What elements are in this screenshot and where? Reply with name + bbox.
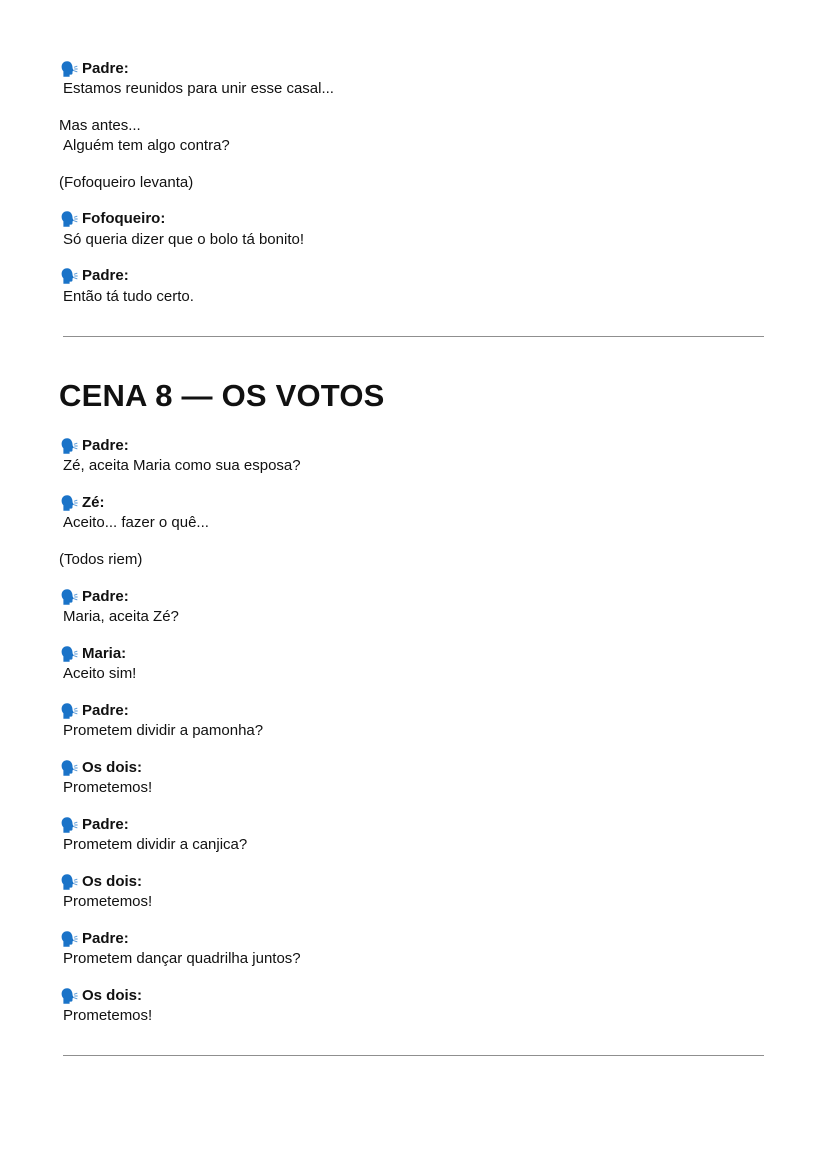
dialogue-line: Prometemos! [63, 779, 153, 796]
horizontal-rule [63, 1055, 764, 1056]
horizontal-rule [63, 336, 764, 337]
dialogue-line: Maria, aceita Zé? [63, 608, 179, 625]
dialogue-line: Aceito sim! [63, 665, 137, 682]
speaker-name: Padre: [82, 437, 129, 454]
stage-direction: (Fofoqueiro levanta) [59, 174, 194, 191]
dialogue-line: Prometem dividir a pamonha? [63, 722, 264, 739]
speaker-name: Maria: [82, 645, 127, 662]
speaker-name: Padre: [82, 702, 129, 719]
speaking-head-icon [60, 494, 78, 512]
speaking-head-icon [60, 873, 78, 891]
speaker-name: Padre: [82, 816, 129, 833]
dialogue-line: Aceito... fazer o quê... [63, 514, 209, 531]
speaking-head-icon [60, 267, 78, 285]
dialogue-line: Só queria dizer que o bolo tá bonito! [63, 231, 305, 248]
dialogue-line: Prometemos! [63, 893, 153, 910]
speaking-head-icon [60, 60, 78, 78]
narration-text: Alguém tem algo contra? [63, 137, 230, 154]
speaking-head-icon [60, 759, 78, 777]
dialogue-line: Estamos reunidos para unir esse casal... [63, 80, 334, 97]
dialogue-line: Então tá tudo certo. [63, 288, 194, 305]
dialogue-line: Prometem dividir a canjica? [63, 836, 248, 853]
narration-text: Mas antes... [59, 117, 141, 134]
speaking-head-icon [60, 437, 78, 455]
speaker-name: Os dois: [82, 987, 143, 1004]
speaker-name: Padre: [82, 588, 129, 605]
speaking-head-icon [60, 645, 78, 663]
scene-heading: CENA 8 — OS VOTOS [59, 378, 385, 413]
stage-direction: (Todos riem) [59, 551, 143, 568]
dialogue-line: Prometemos! [63, 1007, 153, 1024]
speaker-name: Padre: [82, 267, 129, 284]
speaking-head-icon [60, 930, 78, 948]
speaker-name: Os dois: [82, 759, 143, 776]
dialogue-line: Prometem dançar quadrilha juntos? [63, 950, 301, 967]
speaker-name: Os dois: [82, 873, 143, 890]
speaker-name: Zé: [82, 494, 105, 511]
speaker-name: Padre: [82, 60, 129, 77]
speaker-name: Padre: [82, 930, 129, 947]
speaking-head-icon [60, 987, 78, 1005]
speaking-head-icon [60, 210, 78, 228]
dialogue-line: Zé, aceita Maria como sua esposa? [63, 457, 301, 474]
speaking-head-icon [60, 816, 78, 834]
speaker-name: Fofoqueiro: [82, 210, 166, 227]
speaking-head-icon [60, 588, 78, 606]
speaking-head-icon [60, 702, 78, 720]
